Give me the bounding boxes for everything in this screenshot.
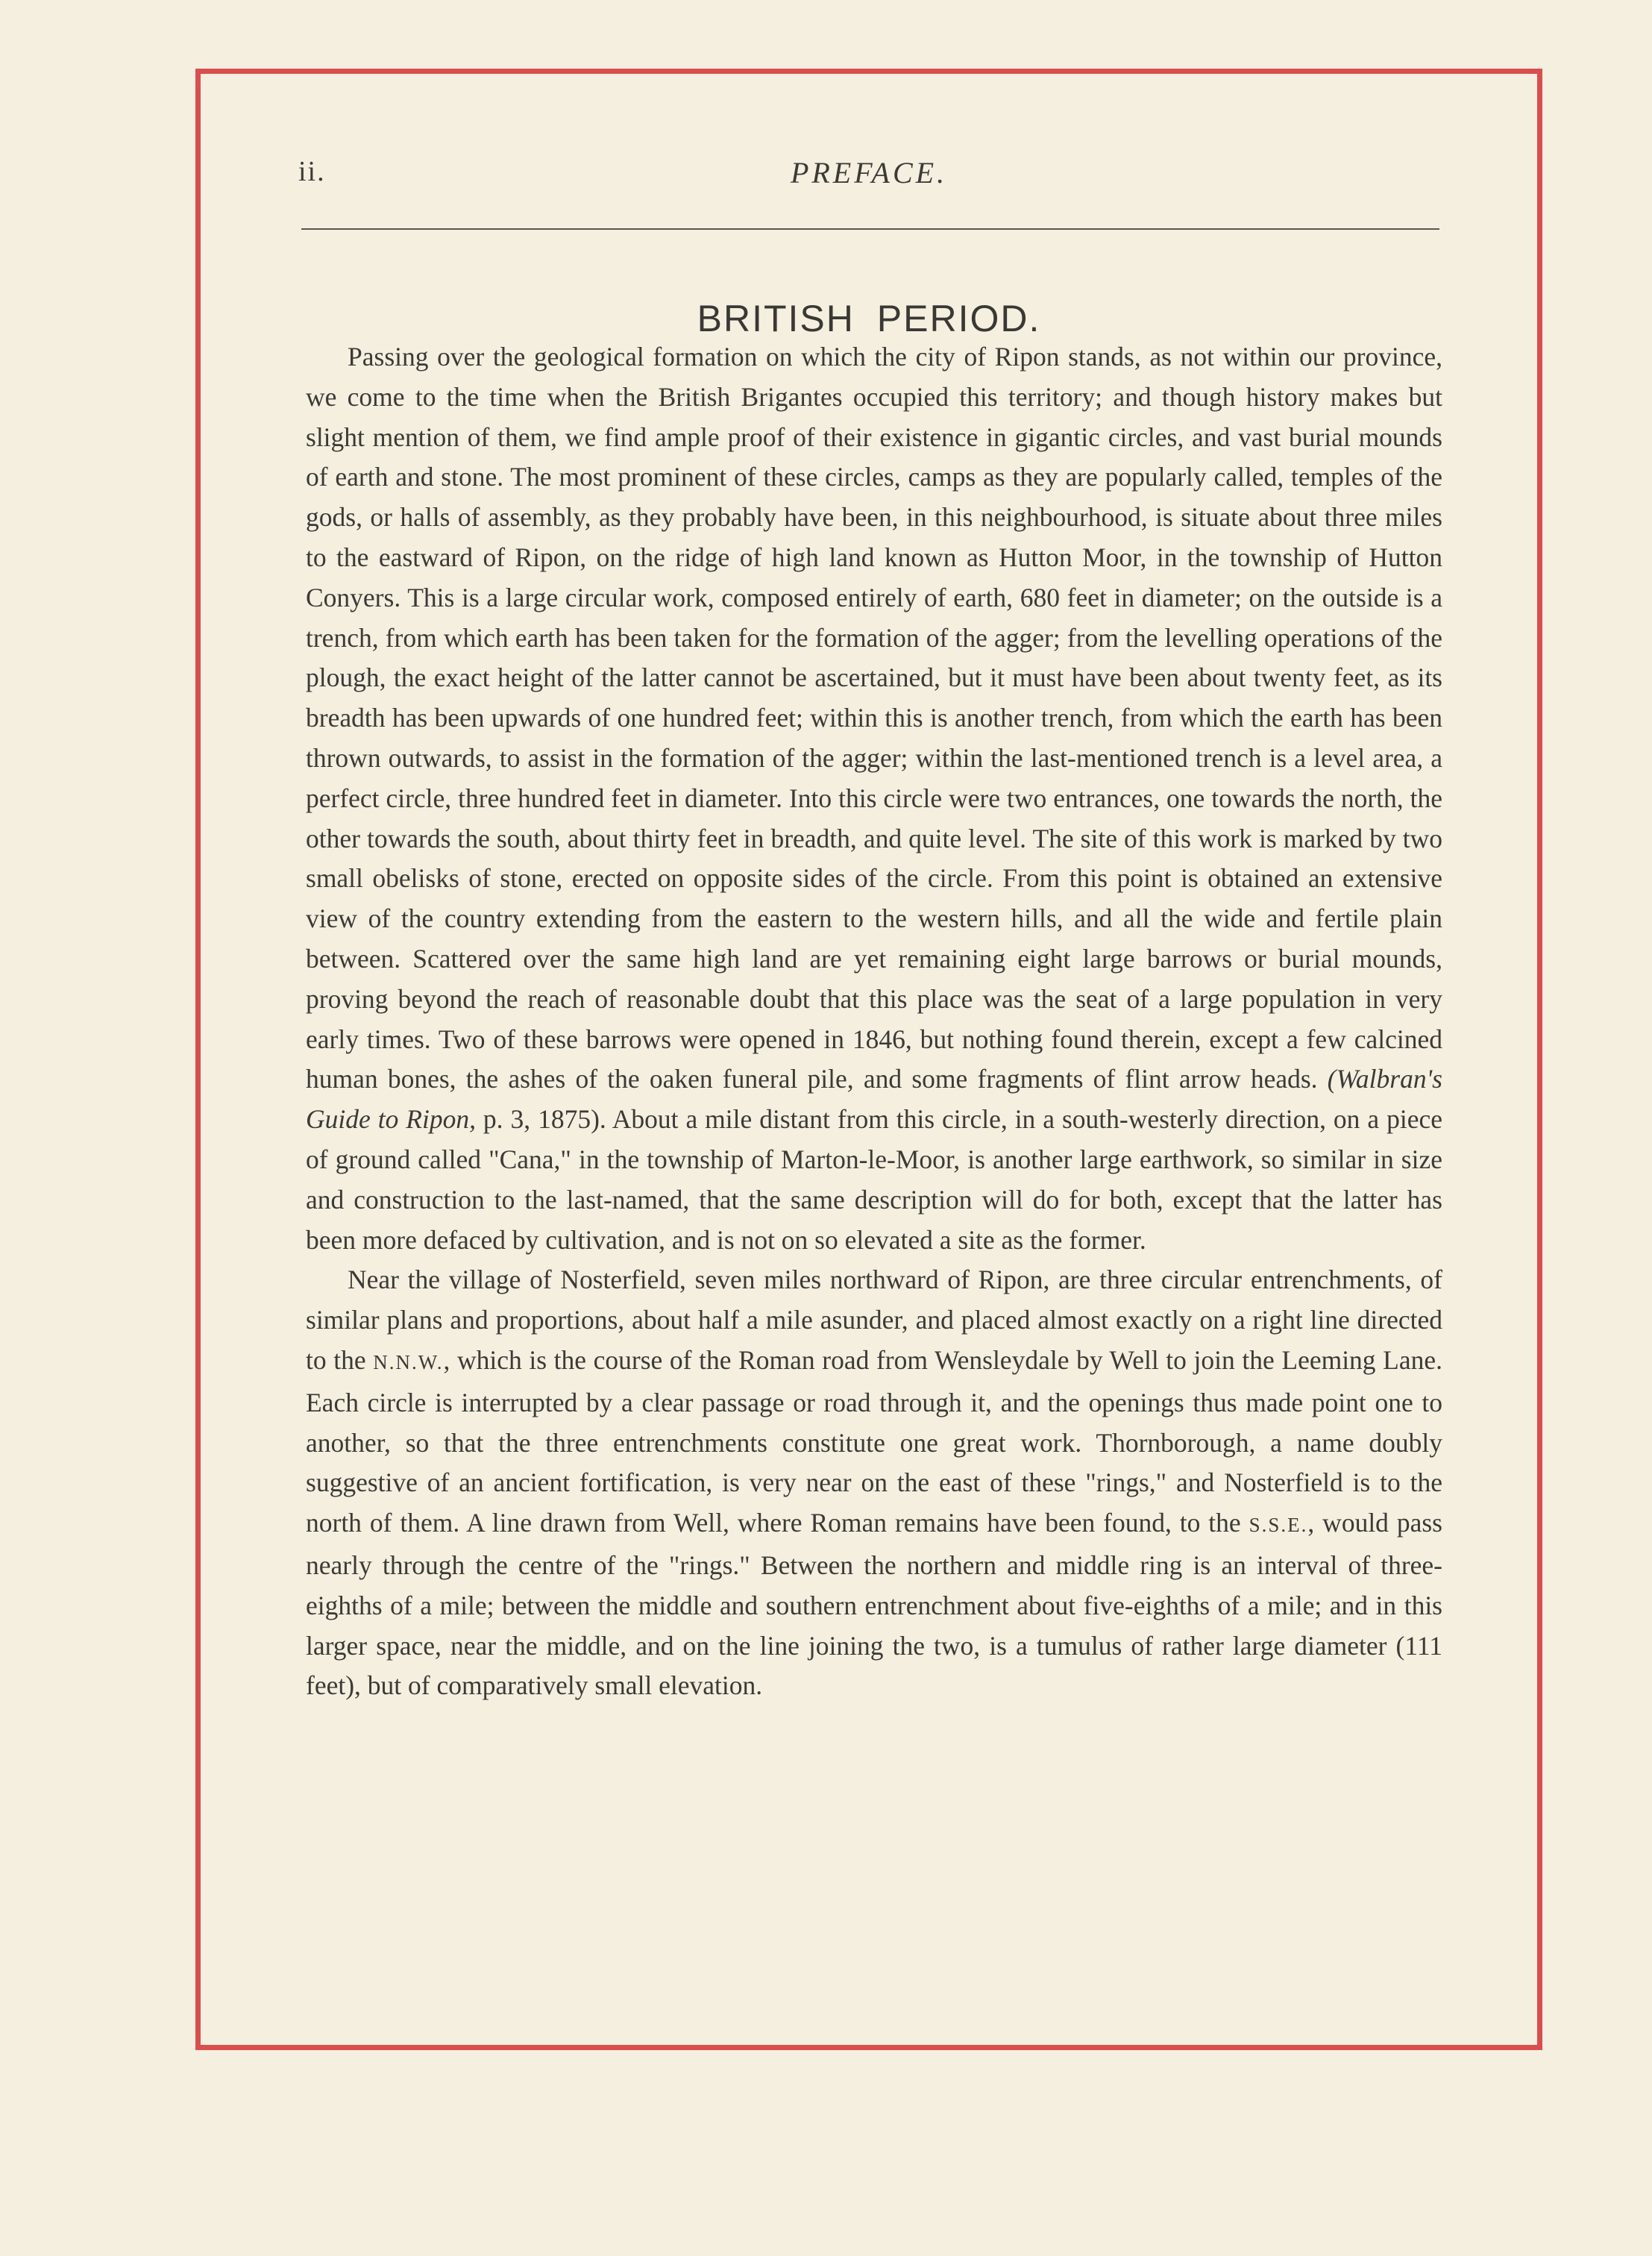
direction-sse: S.S.E. <box>1249 1514 1308 1537</box>
paragraph-2 <box>306 1260 1442 1706</box>
body-text <box>306 337 1442 1706</box>
running-head <box>298 155 1439 200</box>
paragraph-2-text: Near the village of Nosterfield, seven miles northward of Ripon, are three circular entrenchments, of similar plans and proportions, about half a mile asunder, and placed almost exactly on a right line directed to the <box>306 1265 1442 1375</box>
header-rule <box>301 228 1439 230</box>
paragraph-2-continued: , which is the course of the Roman road from Wensleydale by Well to join the Leeming Lane. Each circle is interrupted by a clear passage or road through it, and the openings thus made point one to another, so that the three entrenchments constitute one great work. Thornborough, a name doubly suggestive of an ancient fortification, is very near on the east of these "rings," and Nosterfield is to the north of them. A line drawn from Well, where Roman remains have been found, to the <box>306 1344 1442 1538</box>
section-heading: BRITISH PERIOD. <box>697 297 1041 339</box>
paragraph-1-text: Passing over the geological formation on which the city of Ripon stands, as not within our province, we come to the time when the British Brigantes occupied this territory; and though history makes but slight mention of them, we find ample proof of their existence in gigantic circles, and vast burial mounds of earth and stone. The most prominent of these circles, camps as they are popularly called, temples of the gods, or halls of assembly, as they probably have been, in this neighbourhood, is situate about three miles to the eastward of Ripon, on the ridge of high land known as Hutton Moor, in the township of Hutton Conyers. This is a large circular work, composed entirely of earth, 680 feet in diameter; on the outside is a trench, from which earth has been taken for the formation of the agger; from the levelling operations of the plough, the exact height of the latter cannot be ascertained, but it must have been about twenty feet, as its breadth has been upwards of one hundred feet; within this is another trench, from which the earth has been thrown outwards, to assist in the formation of the agger; within the last-mentioned trench is a level area, a perfect circle, three hundred feet in diameter. Into this circle were two entrances, one towards the north, the other towards the south, about thirty feet in breadth, and quite level. The site of this work is marked by two small obelisks of stone, erected on opposite sides of the circle. From this point is obtained an extensive view of the country extending from the eastern to the western hills, and all the wide and fertile plain between. Scattered over the same high land are yet remaining eight large barrows or burial mounds, proving beyond the reach of reasonable doubt that this place was the seat of a large population in very early times. Two of these barrows were opened in 1846, but nothing found therein, except a few calcined human bones, the ashes of the oaken funeral pile, and some fragments of flint arrow heads. <box>306 342 1442 1094</box>
paragraph-1-continued: p. 3, 1875). About a mile distant from this circle, in a south-westerly direction, on a piece of ground called "Cana," in the township of Marton-le-Moor, is another large earthwork, so similar in size and construction to the last-named, that the same description will do for both, except that the latter has been more defaced by cultivation, and is not on so elevated a site as the former. <box>306 1104 1442 1255</box>
running-title: PREFACE. <box>790 156 948 189</box>
citation-walbran: (Walbran's Guide to Ripon, <box>306 1064 1442 1135</box>
page-number: ii. <box>298 156 326 187</box>
direction-nnw: N.N.W. <box>373 1350 444 1373</box>
paragraph-2-end: , would pass nearly through the centre of the "rings." Between the northern and middle ring is an interval of three-eighths of a mile; between the middle and southern entrenchment about five-eighths of a mile; and in this larger space, near the middle, and on the line joining the two, is a tumulus of rather large diameter (111 feet), but of comparatively small elevation. <box>306 1508 1442 1701</box>
paragraph-1 <box>306 337 1442 1260</box>
